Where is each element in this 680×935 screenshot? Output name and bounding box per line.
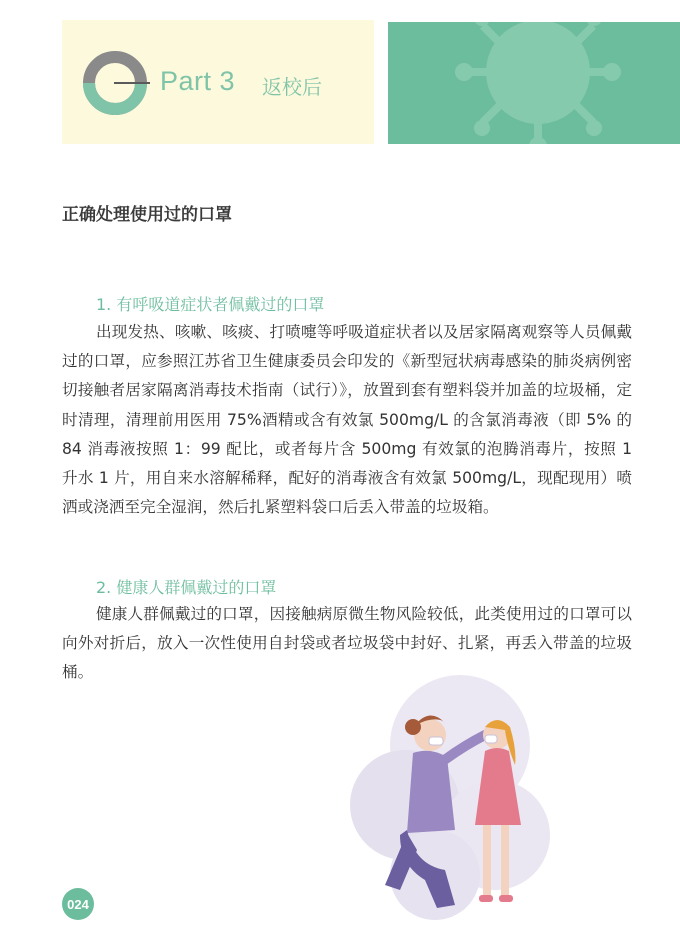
item-body-2: 健康人群佩戴过的口罩，因接触病原微生物风险较低，此类使用过的口罩可以向外对折后，放入一次性使用自封袋或者垃圾袋中封好、扎紧，再丢入带盖的垃圾桶。	[62, 605, 632, 682]
item-heading-1: 1. 有呼吸道症状者佩戴过的口罩	[96, 295, 325, 314]
item-body-1: 出现发热、咳嗽、咳痰、打喷嚏等呼吸道症状者以及居家隔离观察等人员佩戴过的口罩，应参照江苏省卫生健康委员会印发的《新型冠状病毒感染的肺炎病例密切接触者居家隔离消毒技术指南（试行）》，放置到套有塑料袋并加盖的垃圾桶，定时清理，清理前用医用 75%酒精或含有效氯 500mg/L 的含氯消毒液（即 5% 的 84 消毒液按照 1：99 配比，或者每片含 500mg 有效氯的泡腾消毒片，按照 1 升水 1 片，用自来水溶解稀释，配好的消毒液含有效氯 500mg/L，现配现用）喷洒或浇洒至完全湿润，然后扎紧塑料袋口后丢入带盖的垃圾箱。	[62, 323, 632, 517]
divider-line	[114, 82, 150, 84]
header-banner	[62, 20, 374, 144]
section-title: 正确处理使用过的口罩	[62, 205, 232, 225]
part-label: Part 3	[160, 66, 236, 96]
part-title: 返校后	[262, 75, 322, 99]
header-image-panel	[388, 22, 680, 144]
mask-illustration	[345, 665, 555, 925]
virus-icon	[418, 22, 658, 144]
item-heading-2: 2. 健康人群佩戴过的口罩	[96, 578, 277, 597]
page-number: 024	[62, 888, 94, 920]
